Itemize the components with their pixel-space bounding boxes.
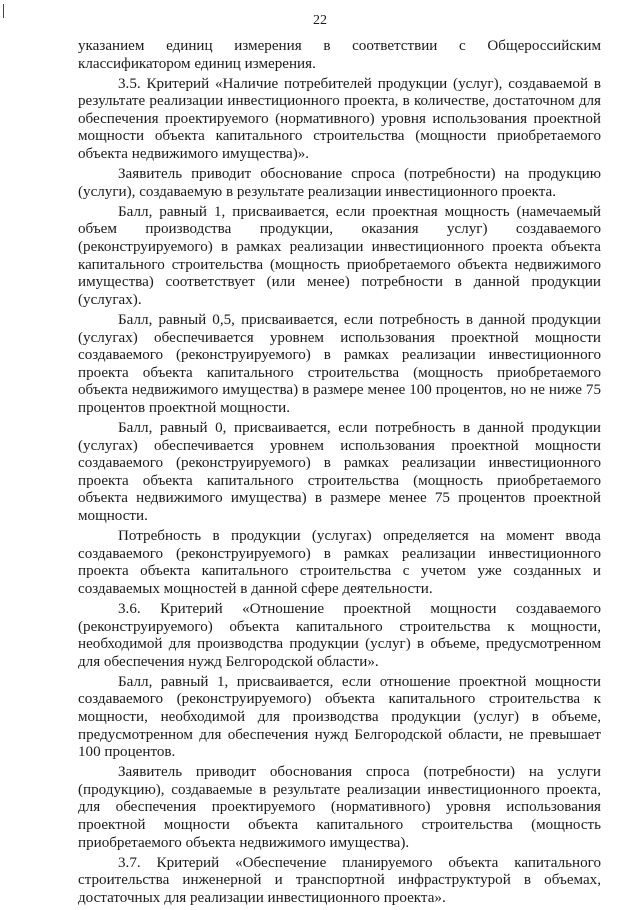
paragraph-criterion-3-7: 3.7. Критерий «Обеспечение планируемого объекта капитального строительства инженерной и транспортной инфраструктурой в объемах, достаточных для реализации инвестиционного проекта». [78, 854, 601, 906]
page-number: 22 [313, 13, 327, 28]
paragraph-score-1: Балл, равный 1, присваивается, если проектная мощность (намечаемый объем производства продукции, оказания услуг) создаваемого (реконструируемого) в рамках реализации инвестиционного проекта объекта капитального строительства (мощность приобретаемого объекта недвижимого имущества) соответствует (или менее) потребности в данной продукции (услугах). [78, 203, 601, 308]
paragraph-score-1-ratio: Балл, равный 1, присваивается, если отношение проектной мощности создаваемого (реконструируемого) объекта капитального строительства к мощности, необходимой для производства продукции (услуг) в объеме, предусмотренном для обеспечения нужд Белгородской области, не превышает 100 процентов. [78, 673, 601, 761]
paragraph-applicant-demand: Заявитель приводит обоснование спроса (потребности) на продукцию (услуги), создаваемую в результате реализации инвестиционного проекта. [78, 166, 601, 200]
paragraph-applicant-justification: Заявитель приводит обоснования спроса (потребности) на услуги (продукцию), создаваемые в результате реализации инвестиционного проекта, для обеспечения проектируемого (нормативного) уровня использования проектной мощности объекта капитального строительства (мощность приобретаемого объекта недвижимого имущества). [78, 764, 601, 851]
paragraph-criterion-3-5: 3.5. Критерий «Наличие потребителей продукции (услуг), создаваемой в результате реализации инвестиционного проекта, в количестве, достаточном для обеспечения проектируемого (нормативного) уровня использования проектной мощности объекта капитального строительства (мощности приобретаемого объекта недвижимого имущества)». [78, 75, 601, 163]
document-body [78, 38, 601, 910]
paragraph-demand-moment: Потребность в продукции (услугах) определяется на момент ввода создаваемого (реконструируемого) в рамках реализации инвестиционного проекта объекта капитального строительства с учетом уже созданных и создаваемых мощностей в данной сфере деятельности. [78, 528, 601, 597]
paragraph-continuation: указанием единиц измерения в соответствии с Общероссийским классификатором единиц измерения. [78, 38, 601, 72]
paragraph-criterion-3-6: 3.6. Критерий «Отношение проектной мощности создаваемого (реконструируемого) объекта капитального строительства к мощности, необходимой для производства продукции (услуг) в объеме, предусмотренном для обеспечения нужд Белгородской области». [78, 600, 601, 670]
paragraph-score-0-5: Балл, равный 0,5, присваивается, если потребность в данной продукции (услугах) обеспечивается уровнем использования проектной мощности создаваемого (реконструируемого) в рамках реализации инвестиционного проекта объекта капитального строительства (мощность приобретаемого объекта недвижимого имущества) в размере менее 100 процентов, но не ниже 75 процентов проектной мощности. [78, 311, 601, 416]
paragraph-score-0: Балл, равный 0, присваивается, если потребность в данной продукции (услугах) обеспечивается уровнем использования проектной мощности создаваемого (реконструируемого) в рамках реализации инвестиционного проекта объекта капитального строительства (мощность приобретаемого объекта недвижимого имущества) в размере менее 75 процентов проектной мощности. [78, 419, 601, 524]
